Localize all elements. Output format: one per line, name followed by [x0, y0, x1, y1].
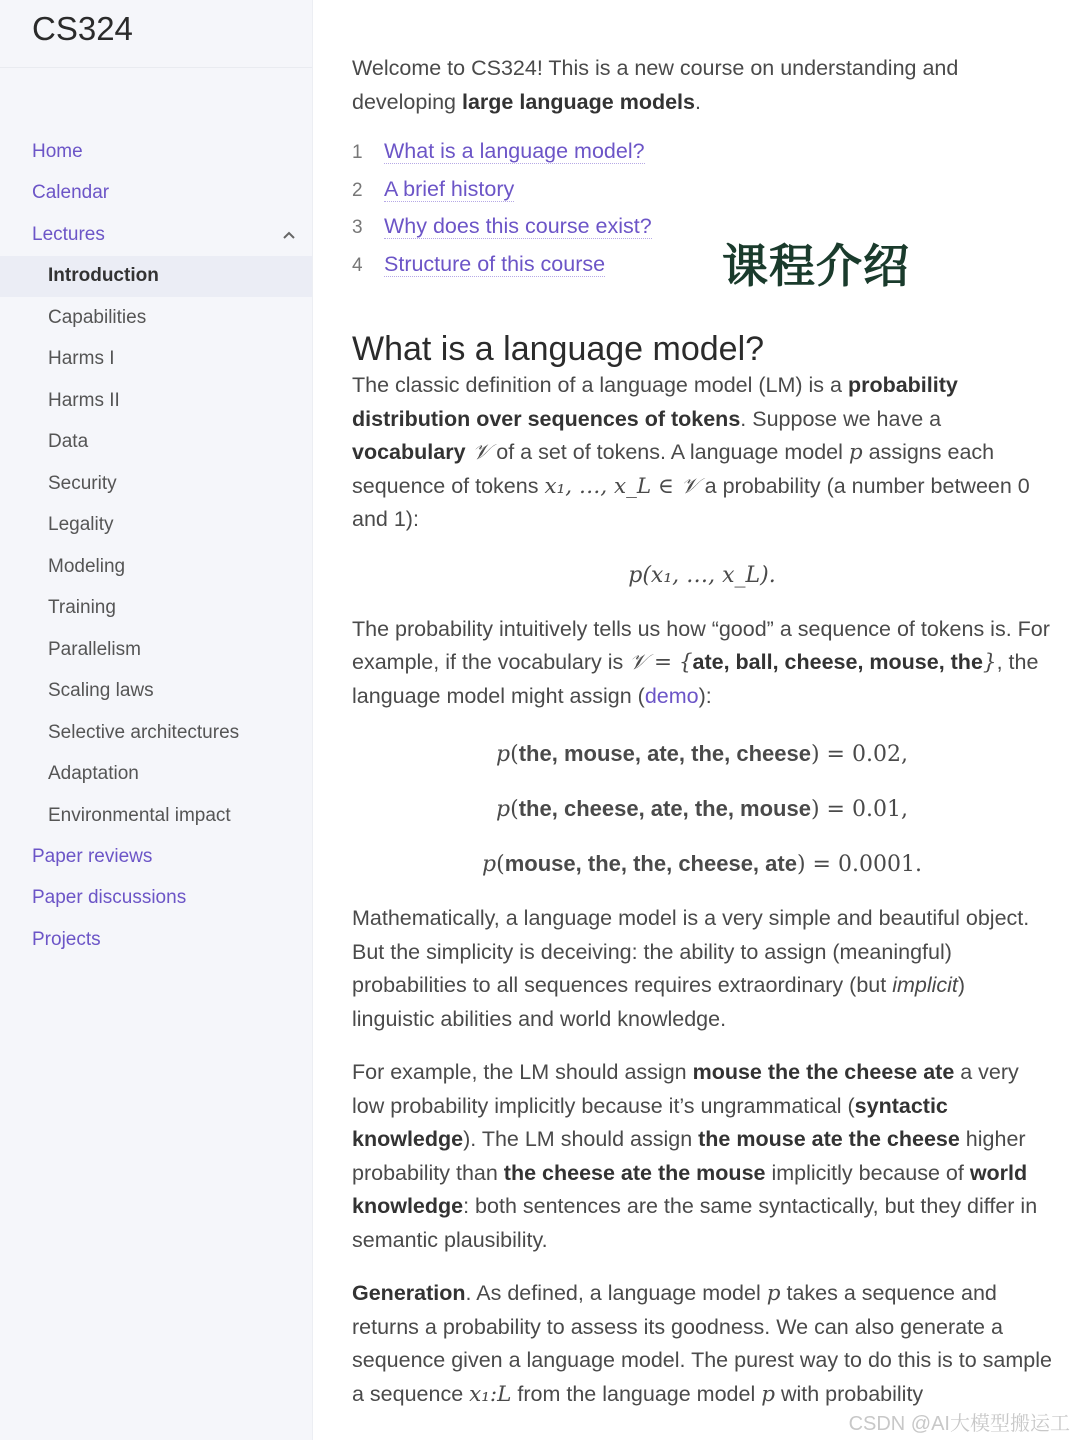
- nav-lecture-training[interactable]: Training: [48, 597, 116, 618]
- probability-formula: p(x₁, …, x_L).: [628, 562, 776, 588]
- nav-lecture-parallelism[interactable]: Parallelism: [48, 639, 141, 660]
- nav-lecture-data[interactable]: Data: [48, 431, 89, 452]
- nav-calendar[interactable]: Calendar: [32, 182, 110, 203]
- example-equations: [352, 727, 1052, 892]
- nav-paper-discussions[interactable]: Paper discussions: [32, 887, 187, 908]
- nav-lecture-introduction[interactable]: [0, 256, 312, 297]
- site-title[interactable]: CS324: [0, 0, 312, 68]
- overlay-caption: 课程介绍: [722, 239, 910, 293]
- demo-link[interactable]: demo: [644, 683, 699, 708]
- nav-lecture-label: Introduction: [48, 265, 159, 286]
- nav-projects[interactable]: Projects: [32, 929, 101, 950]
- table-of-contents: [352, 133, 1052, 283]
- watermark: CSDN @AI大模型搬运工: [848, 1413, 1070, 1435]
- nav-lecture-environmental-impact[interactable]: Environmental impact: [48, 805, 231, 826]
- section-heading: What is a language model?: [352, 330, 765, 368]
- toc-link-why-course[interactable]: Why does this course exist?: [384, 214, 652, 238]
- nav-lecture-capabilities[interactable]: Capabilities: [48, 307, 147, 328]
- equation-row: p(the, mouse, ate, the, cheese) = 0.02,: [496, 741, 908, 767]
- generation-paragraph: Generation. As defined, a language model p takes a sequence and returns a probability to assess its goodness. We can also generate a sequence given a language model. The purest way to do this is to sample a sequence x₁:L from the language model p with probability: [352, 1281, 1052, 1407]
- nav-lecture-scaling-laws[interactable]: Scaling laws: [48, 680, 154, 701]
- nav-lecture-adaptation[interactable]: Adaptation: [48, 763, 139, 784]
- nav-lectures[interactable]: Lectures: [32, 224, 105, 245]
- toc-link-brief-history[interactable]: A brief history: [384, 176, 515, 201]
- nav-home[interactable]: Home: [32, 141, 83, 162]
- knowledge-paragraph: For example, the LM should assign mouse the the cheese ate a very low probability implicitly because it’s ungrammatical (syntactic knowledge). The LM should assign the mouse ate the cheese higher probability than the cheese ate the mouse implicitly because of world knowledge: both sentences are the same syntactically, but they differ in semantic plausibility.: [352, 1060, 1038, 1252]
- toc-item: 1 What is a language model?: [352, 139, 645, 163]
- definition-paragraph: The classic definition of a language model (LM) is a probability distribution over sequences of tokens. Suppose we have a vocabulary 𝒱 of a set of tokens. A language model p assigns each sequence of tokens x₁, …, x_L ∈ 𝒱 a probability (a number between 0 and 1):: [352, 373, 1030, 531]
- sidebar: [0, 0, 313, 1440]
- toc-link-structure[interactable]: Structure of this course: [384, 251, 606, 276]
- toc-item: 2 A brief history: [352, 176, 515, 201]
- equation-row: p(mouse, the, the, cheese, ate) = 0.0001.: [482, 851, 922, 877]
- simplicity-paragraph: Mathematically, a language model is a very simple and beautiful object. But the simplicity is deceiving: the ability to assign (meaningful) probabilities to all sequences requires extraordinary (but implicit) linguistic abilities and world knowledge.: [352, 906, 1030, 1031]
- intro-paragraph: Welcome to CS324! This is a new course on understanding and developing large language models.: [352, 56, 959, 114]
- toc-item: 4 Structure of this course: [352, 251, 606, 276]
- nav-paper-reviews[interactable]: Paper reviews: [32, 846, 153, 867]
- nav-lecture-modeling[interactable]: Modeling: [48, 556, 126, 577]
- toc-item: 3 Why does this course exist?: [352, 214, 652, 238]
- nav-lecture-legality[interactable]: Legality: [48, 514, 114, 535]
- chevron-up-icon[interactable]: [280, 227, 298, 245]
- nav-lecture-harms-2[interactable]: Harms II: [48, 390, 120, 411]
- nav-lecture-harms-1[interactable]: Harms I: [48, 348, 115, 369]
- main-content: [352, 52, 1052, 1411]
- nav-lecture-selective-architectures[interactable]: Selective architectures: [48, 722, 240, 743]
- toc-link-what-is-lm[interactable]: What is a language model?: [384, 139, 645, 163]
- equation-row: p(the, cheese, ate, the, mouse) = 0.01,: [496, 796, 908, 822]
- example-paragraph: The probability intuitively tells us how “good” a sequence of tokens is. For example, if the vocabulary is 𝒱 = {ate, ball, cheese, mouse, the}, the language model might assign (demo):: [352, 616, 1050, 708]
- nav-lecture-security[interactable]: Security: [48, 473, 117, 494]
